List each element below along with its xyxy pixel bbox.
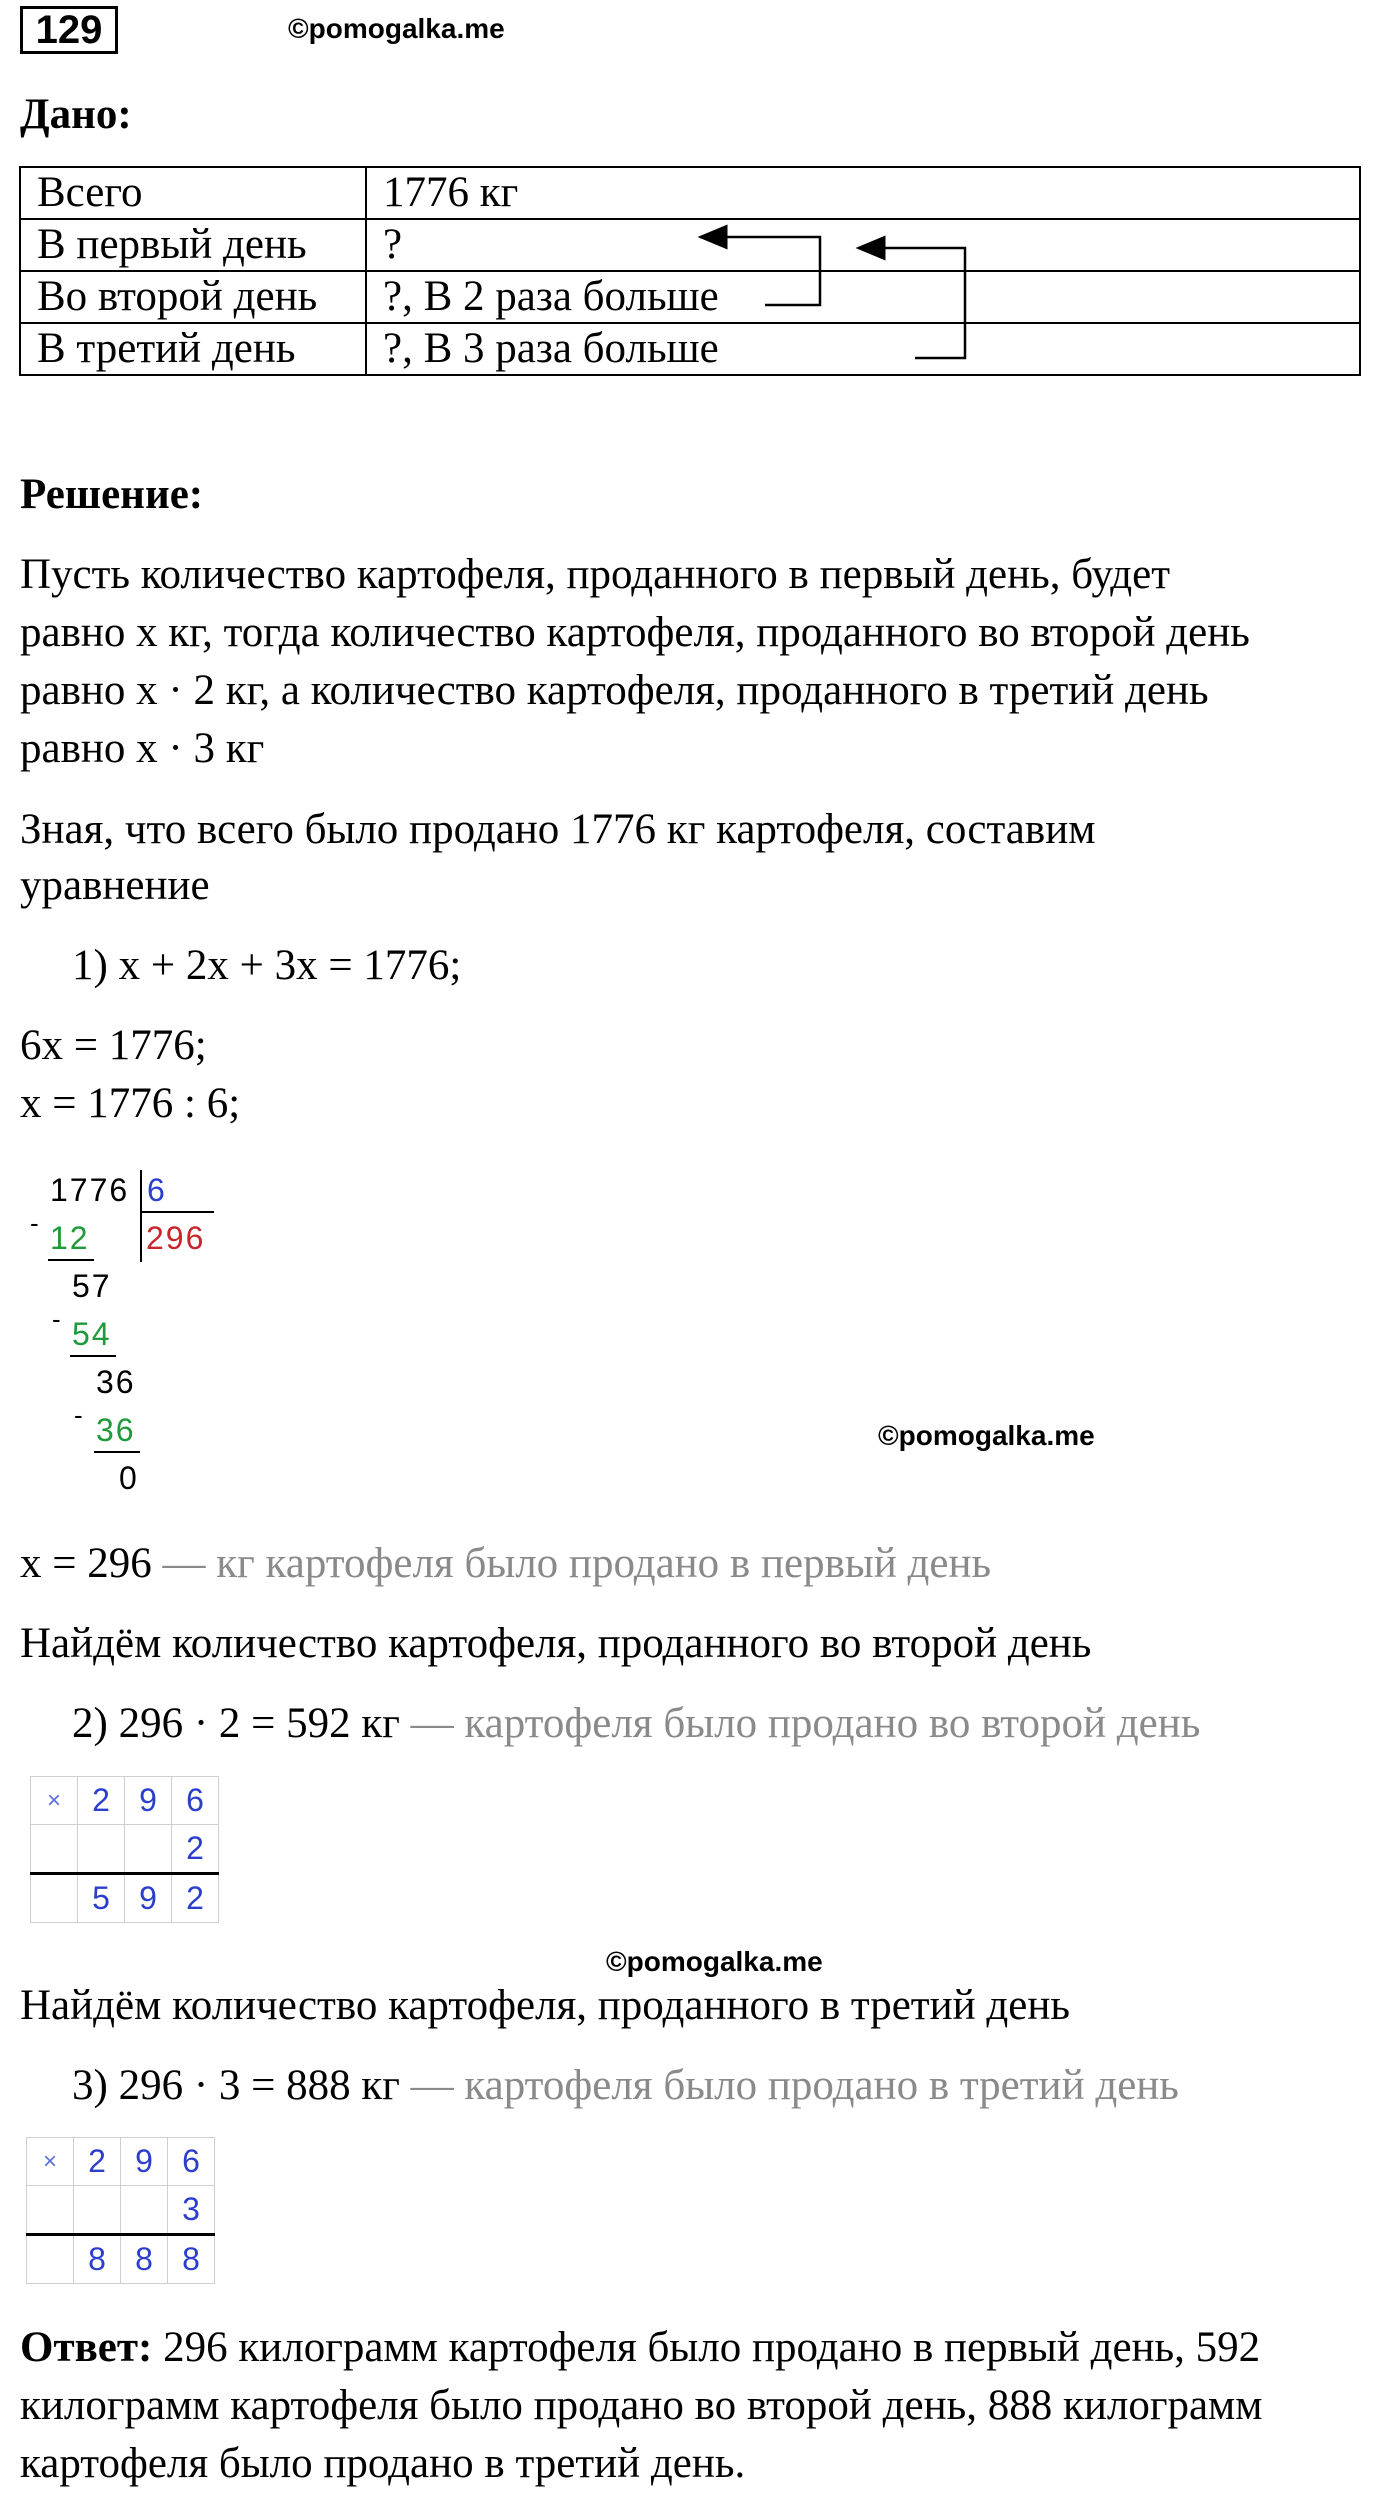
- division-vertical-line: [140, 1170, 142, 1262]
- given-value: ?: [366, 219, 1360, 271]
- minus-sign: -: [30, 1208, 41, 1238]
- step3-main: 3) 296 · 3 = 888 кг: [72, 2062, 400, 2109]
- given-value: ?, В 2 раза больше: [366, 271, 1360, 323]
- grid-digit: 3: [168, 2186, 215, 2235]
- step3-note: — картофеля было продано в третий день: [410, 2062, 1179, 2109]
- answer-text: 296 килограмм картофеля было продано в первый день, 592: [152, 2324, 1261, 2371]
- grid-cell: [78, 1825, 125, 1874]
- given-label: Всего: [20, 167, 366, 219]
- watermark-top: ©pomogalka.me: [288, 13, 505, 44]
- grid-digit: 2: [74, 2138, 121, 2186]
- answer-line: [20, 2319, 1260, 2377]
- division-divisor: 6: [147, 1172, 167, 1208]
- find-third-day: Найдём количество картофеля, проданного в третий день: [20, 1982, 1070, 2029]
- multiplication-grid-2: [26, 2137, 215, 2284]
- step2-main: 2) 296 · 2 = 592 кг: [72, 1700, 400, 1747]
- division-subtrahend: 54: [72, 1316, 112, 1352]
- grid-digit: 2: [172, 1874, 219, 1923]
- grid-digit: 9: [125, 1777, 172, 1825]
- division-remainder: 57: [72, 1268, 112, 1304]
- arrow-third-to-first: [858, 248, 965, 358]
- grid-digit: 9: [125, 1874, 172, 1923]
- grid-digit: 9: [121, 2138, 168, 2186]
- relation-arrows: [0, 0, 1400, 400]
- grid-digit: 8: [121, 2235, 168, 2284]
- given-heading: Дано:: [20, 91, 132, 138]
- find-second-day: Найдём количество картофеля, проданного во второй день: [20, 1620, 1092, 1667]
- step3-line: [72, 2057, 1179, 2115]
- step1-equation: 1) х + 2х + 3х = 1776;: [72, 942, 462, 989]
- watermark-low: ©pomogalka.me: [606, 1946, 823, 1977]
- grid-cell: [31, 1825, 78, 1874]
- equation-line: 6х = 1776;: [20, 1022, 207, 1069]
- answer-line: килограмм картофеля было продано во второй день, 888 килограмм: [20, 2382, 1263, 2429]
- para1-line: равно х · 3 кг: [20, 725, 265, 772]
- given-value: 1776 кг: [366, 167, 1360, 219]
- result1-note: — кг картофеля было продано в первый день: [162, 1540, 992, 1587]
- grid-cell: [121, 2186, 168, 2235]
- grid-digit: 2: [172, 1825, 219, 1874]
- multiplication-grid-1: [30, 1776, 219, 1923]
- division-quotient-line: [142, 1211, 214, 1213]
- grid-digit: 6: [168, 2138, 215, 2186]
- para1-line: равно х кг, тогда количество картофеля, проданного во второй день: [20, 609, 1250, 656]
- para1-line: равно х · 2 кг, а количество картофеля, проданного в третий день: [20, 667, 1209, 714]
- given-label: Во второй день: [20, 271, 366, 323]
- grid-digit: 2: [78, 1777, 125, 1825]
- step2-note: — картофеля было продано во второй день: [410, 1700, 1201, 1747]
- grid-digit: 6: [172, 1777, 219, 1825]
- para1-line: Пусть количество картофеля, проданного в первый день, будет: [20, 551, 1171, 598]
- division-line: [48, 1259, 94, 1261]
- grid-cell: [27, 2186, 74, 2235]
- watermark-mid: ©pomogalka.me: [878, 1420, 1095, 1451]
- division-line: [94, 1451, 140, 1453]
- given-label: В первый день: [20, 219, 366, 271]
- para2-line: Зная, что всего было продано 1776 кг картофеля, составим: [20, 806, 1096, 853]
- para2-line: уравнение: [20, 862, 210, 909]
- division-dividend: 1776: [50, 1172, 130, 1208]
- multiply-sign: ×: [27, 2138, 74, 2186]
- grid-cell: [31, 1874, 78, 1923]
- problem-number: 129: [20, 6, 118, 54]
- division-remainder: 36: [96, 1364, 136, 1400]
- grid-digit: 8: [74, 2235, 121, 2284]
- answer-label: Ответ:: [20, 2324, 153, 2371]
- answer-line: картофеля было продано в третий день.: [20, 2440, 746, 2487]
- grid-digit: 5: [78, 1874, 125, 1923]
- result1-line: [20, 1535, 991, 1593]
- solution-heading: Решение:: [20, 471, 204, 518]
- multiply-sign: ×: [31, 1777, 78, 1825]
- grid-cell: [125, 1825, 172, 1874]
- result1-main: х = 296: [20, 1540, 152, 1587]
- minus-sign: -: [52, 1304, 63, 1334]
- step2-line: [72, 1695, 1200, 1753]
- division-line: [70, 1355, 116, 1357]
- division-subtrahend: 36: [96, 1412, 136, 1448]
- division-remainder: 0: [119, 1460, 139, 1496]
- given-label: В третий день: [20, 323, 366, 375]
- arrow-second-to-first: [700, 237, 820, 305]
- grid-digit: 8: [168, 2235, 215, 2284]
- given-value: ?, В 3 раза больше: [366, 323, 1360, 375]
- grid-cell: [27, 2235, 74, 2284]
- division-subtrahend: 12: [50, 1220, 90, 1256]
- equation-line: х = 1776 : 6;: [20, 1080, 241, 1127]
- minus-sign: -: [74, 1400, 85, 1430]
- grid-cell: [74, 2186, 121, 2235]
- division-quotient: 296: [146, 1220, 206, 1256]
